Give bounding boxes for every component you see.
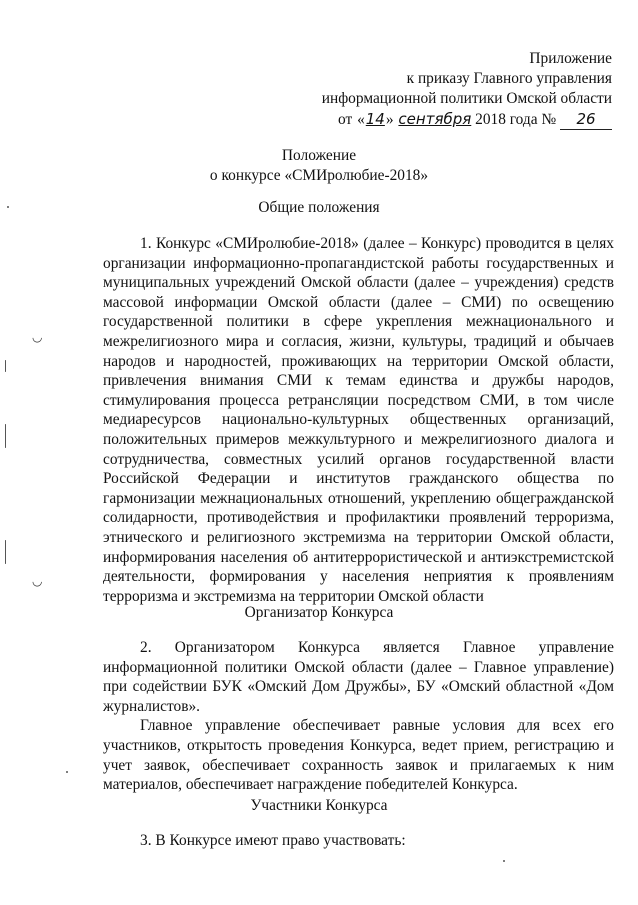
scan-speck [5,424,6,448]
appendix-label: Приложение [529,50,612,67]
section-heading-general: Общие положения [258,199,380,216]
date-prefix: от [337,111,353,128]
participants-block [103,831,614,851]
organizer-block [103,638,614,795]
paragraph-3: 3. В Конкурсе имеют право участвовать: [140,832,406,849]
scan-speck [503,860,505,862]
general-provisions-block [103,234,614,606]
binding-hole-mark: ◡ [32,330,43,344]
scan-speck [5,540,6,564]
title-line-2: о конкурсе «СМИролюбие-2018» [209,166,429,184]
paragraph-2b: Главное управление обеспечивает равные условия для всех его участников, открытость проведения Конкурса, ведет прием, регистрацию и учет заявок, обеспечивает сохранность заявок и прилагаемых к ним материалов, обеспечивает награждение победителей Конкурса. [103,717,614,794]
handwritten-month: сентября [398,110,472,128]
scan-speck [66,771,68,773]
document-title [0,146,638,185]
scan-speck [5,360,6,372]
title-line-1: Положение [281,147,357,164]
section-heading-participants: Участники Конкурса [250,797,388,814]
handwritten-day: 14 [365,110,385,128]
order-reference: к приказу Главного управления [406,70,612,87]
paragraph-1: 1. Конкурс «СМИролюбие-2018» (далее – Конкурс) проводится в целях организации информационно-пропагандистской работы государственных и муниципальных учреждений Омской области (далее – учреждения) средств массовой информации Омской области (далее – СМИ) по освещению государственной политики в сфере укрепления межнационального и межрелигиозного мира и согласия, жизни, культуры, традиций и обычаев народов и народностей, проживающих на территории Омской области, привлечения внимания СМИ к темам единства и дружбы народов, стимулирования процесса ретрансляции посредством СМИ, в том числе медиаресурсов национально-культурных общественных организаций, положительных примеров межкультурного и межрелигиозного диалога и сотрудничества, совместных усилий органов государственной власти Российской Федерации и институтов гражданского общества по гармонизации межнациональных отношений, укреплению общегражданской солидарности, противодействия и профилактики проявлений терроризма, этнического и религиозного экстремизма на территории Омской области, информирования населения об антитеррористической и антиэкстремистской деятельности, формирования у населения неприятия к проявлениям терроризма и экстремизма на территории Омской области [103,235,614,605]
section-heading-organizer: Организатор Конкурса [244,604,394,621]
binding-hole-mark: ◡ [32,574,43,588]
scan-speck [7,206,9,208]
order-date-line [192,109,612,130]
handwritten-order-number: 26 [560,109,612,130]
paragraph-2: 2. Организатором Конкурса является Главное управление информационной политики Омской области (далее – Главное управление) при содействии БУК «Омский Дом Дружбы», БУ «Омский областной «Дом журналистов». [103,639,614,715]
date-open-quote: « [357,111,365,128]
appendix-header [192,49,612,130]
date-year-text: 2018 года № [475,111,557,128]
date-close-quote: » [385,111,394,128]
issuing-authority: информационной политики Омской области [321,90,612,107]
